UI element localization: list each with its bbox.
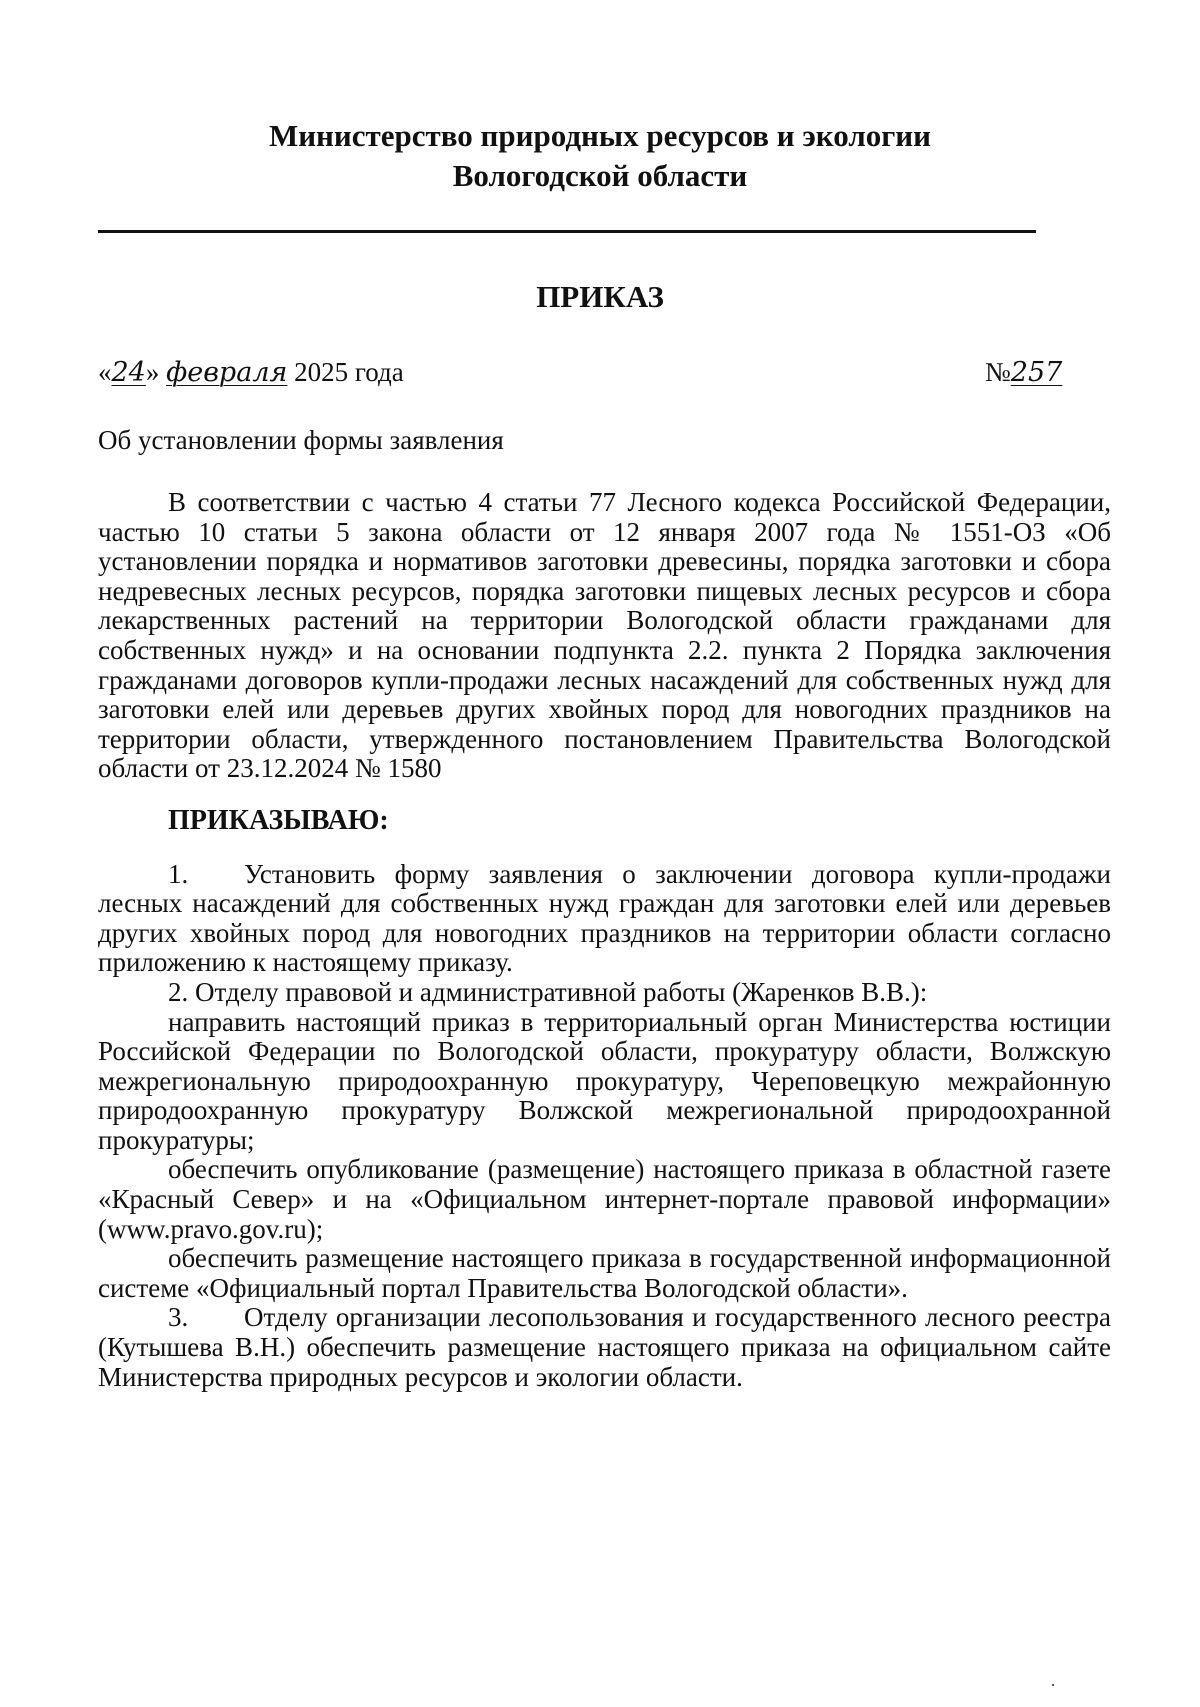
item-2-paragraph: 2. Отделу правовой и административной работы (Жаренков В.В.): — [168, 976, 928, 1007]
scan-speck — [1052, 1684, 1054, 1686]
order-number — [985, 354, 1062, 391]
ministry-name-line2: Вологодской области — [452, 158, 748, 193]
document-type-title: ПРИКАЗ — [536, 279, 664, 314]
item-3-number: 3. — [168, 1302, 189, 1333]
item-2-sub-3: обеспечить размещение настоящего приказа в государственной информационной системе «Официальный портал Правительства Вологодской области». — [98, 1243, 1111, 1303]
item-3-paragraph — [98, 1303, 1111, 1392]
date-close-quote: » — [145, 357, 160, 387]
item-3-text: Отделу организации лесопользования и государственного лесного реестра (Кутышева В.Н.) обеспечить размещение настоящего приказа на официальном сайте Министерства природных ресурсов и экологии области. — [98, 1302, 1111, 1392]
order-body — [98, 488, 1111, 1392]
order-date — [98, 354, 404, 391]
number-handwritten: 257 — [1010, 357, 1063, 388]
ministry-name-line1: Министерство природных ресурсов и экологии — [268, 118, 932, 153]
date-month-handwritten: февраля — [166, 357, 288, 388]
date-open-quote: « — [98, 357, 112, 387]
header-divider — [98, 230, 1036, 233]
directive-heading: ПРИКАЗЫВАЮ: — [168, 804, 389, 836]
item-2-sub-2: обеспечить опубликование (размещение) настоящего приказа в областной газете «Красный Север» и на «Официальном интернет-портале правовой информации» (www.pravo.gov.ru); — [98, 1154, 1111, 1244]
preamble-paragraph: В соответствии с частью 4 статьи 77 Лесного кодекса Российской Федерации, частью 10 статьи 5 закона области от 12 января 2007 года № 1551-ОЗ «Об установлении порядка и нормативов заготовки древесины, порядка заготовки и сбора недревесных лесных ресурсов, порядка заготовки пищевых лесных ресурсов и сбора лекарственных растений на территории Вологодской области гражданами для собственных нужд» и на основании подпункта 2.2. пункта 2 Порядка заключения гражданами договоров купли-продажи лесных насаждений для собственных нужд для заготовки елей или деревьев других хвойных пород для новогодних праздников на территории области, утвержденного постановлением Правительства Вологодской области от 23.12.2024 № 1580 — [98, 487, 1111, 784]
order-subject: Об установлении формы заявления — [98, 425, 504, 455]
ministry-header — [0, 116, 1200, 196]
date-year: 2025 года — [294, 357, 404, 387]
item-1-text: Установить форму заявления о заключении договора купли-продажи лесных насаждений для собственных нужд граждан для заготовки елей или деревьев других хвойных пород для новогодних праздников на территории области согласно приложению к настоящему приказу. — [98, 858, 1111, 978]
item-1-number: 1. — [168, 858, 189, 889]
item-1-paragraph — [98, 860, 1111, 978]
item-2-sub-1: направить настоящий приказ в территориальный орган Министерства юстиции Российской Федерации по Вологодской области, прокуратуру области, Волжскую межрегиональную природоохранную прокуратуру, Череповецкую межрайонную природоохранную прокуратуру Волжской межрегиональной природоохранной прокуратуры; — [98, 1006, 1111, 1155]
date-day-handwritten: 24 — [111, 357, 146, 388]
number-label: № — [985, 357, 1011, 387]
